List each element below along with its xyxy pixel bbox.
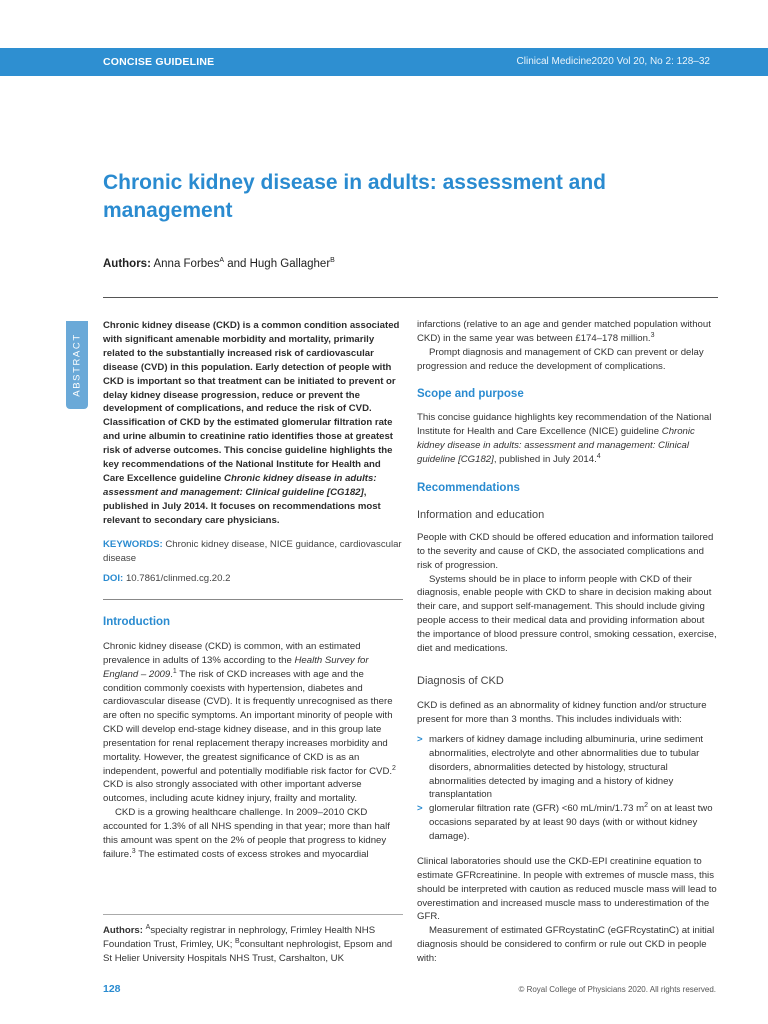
authors-label: Authors: [103, 258, 151, 270]
paragraph: Chronic kidney disease (CKD) is common, with an estimated prevalence in adults of 13% according to the Health Survey for England – 2009.$^1$ The risk of CKD increases with age and the condition commonly coexists with hypertension, diabetes and cardiovascular disease (CVD). It is frequently unrecognised as there are often no specific symptoms. An important minority of people with CKD will develop end-stage kidney disease, and in this group late presentation for renal replacement therapy increases morbidity and mortality. However, the greatest significance of CKD is as an independent, powerful and potentially modifiable risk factor for CVD.$^2$ CKD is also strongly associated with other important adverse outcomes, including acute kidney injury, frailty and mortality. [103, 641, 396, 805]
article-title: Chronic kidney disease in adults: assessment and management [103, 171, 607, 222]
affiliation-mark: B [235, 937, 240, 945]
keywords-label: KEYWORDS: [103, 539, 163, 550]
list-item-text: glomerular filtration rate (GFR) <60 mL/min/1.73 m [429, 803, 645, 815]
abstract-body: Chronic kidney disease (CKD) is a common condition associated with significant amenable morbidity and mortality, primarily related to the substantially increased risk of cardiovascular disease (CVD) in this population. Early detection of people with CKD is important so that treatment can be initiated to prevent or delay kidney disease progression, reduce or prevent the development of complications, and reduce the risk of CVD. Classification of CKD by the estimated glomerular filtration rate and urine albumin to creatinine ratio identifies those at greatest risk of adverse outcomes. This concise guideline highlights the key recommendations of the National Institute for Health and Care Excellence guideline [103, 320, 400, 484]
paragraph: Systems should be in place to inform people with CKD of their diagnosis, enable people with CKD to share in decision making about their care, and support self-management. This should include giving people access to their medical data and providing information about the importance of blood pressure control, smoking cessation, exercise, diet and medications. [417, 573, 717, 654]
recommendations-heading: Recommendations [417, 482, 520, 494]
text-run: CKD is a growing healthcare challenge. In 2009–2010 CKD accounted for 1.3% of all NHS spending in that year; more than half this amount was spent on the 2% of people that progress to kidney failure. [103, 807, 390, 860]
list-item [417, 802, 717, 844]
scope-text [417, 411, 717, 466]
doi-link[interactable]: 10.7861/clinmed.cg.20.2 [125, 573, 231, 584]
paragraph: Measurement of estimated GFRcystatinC (eGFRcystatinC) at initial diagnosis should be considered to confirm or rule out CKD in people with: [417, 925, 715, 964]
chevron-right-icon: > [417, 803, 423, 815]
journal-citation: Clinical Medicine2020 Vol 20, No 2: 128–32 [516, 56, 710, 67]
header-divider [103, 297, 718, 298]
paragraph [417, 411, 717, 466]
doi-label: DOI: [103, 573, 124, 584]
page-number: 128 [103, 983, 121, 995]
doi [103, 573, 230, 584]
author-conjunction: and [227, 258, 247, 270]
paragraph [417, 318, 717, 346]
abstract-divider [103, 599, 403, 600]
reference-mark: 1 [172, 667, 177, 675]
survey-title: Health Survey for England – 2009 [103, 654, 369, 680]
text-run: The risk of CKD increases with age and the condition commonly coexists with hypertension, diabetes and cardiovascular disease (CVD). It is frequently unrecognised as there are often no specific symptoms. An important minority of people with CKD will develop end-stage kidney disease, and in this group late presentation for renal replacement therapy increases morbidity and mortality. However, the greatest significance of CKD is as an independent, powerful and potentially modifiable risk factor for CVD. [103, 668, 393, 777]
copyright-notice: © Royal College of Physicians 2020. All rights reserved. [518, 985, 716, 994]
chevron-right-icon: > [417, 734, 423, 745]
reference-mark: 4 [596, 452, 601, 460]
text-run: The estimated costs of excess strokes and myocardial [135, 848, 369, 860]
affiliation-mark: A [145, 923, 151, 931]
abstract-tab-label: ABSTRACT [71, 333, 83, 397]
keywords-text: Chronic kidney disease, NICE guidance, cardiovascular disease [103, 539, 402, 564]
keywords [103, 538, 403, 566]
list-item-text: on at least two occasions separated by at least 90 days (with or without kidney damage). [429, 803, 713, 842]
continued-text [417, 318, 717, 373]
reference-mark: 3 [650, 331, 655, 339]
abstract-guideline-title: Chronic kidney disease in adults: assessment and management: Clinical guideline [CG182] [103, 472, 377, 498]
text-run: , published in July 2014. [493, 453, 597, 465]
diagnosis-text [417, 699, 717, 727]
section-label: CONCISE GUIDELINE [103, 56, 215, 68]
list-item-text: markers of kidney damage including albuminuria, urine sediment abnormalities, electrolyte and other abnormalities due to tubular disorders, abnormalities detected by histology, structural abnormalities detected by imaging and a history of kidney transplantation [429, 734, 704, 801]
text-run: Chronic kidney disease (CKD) is common, with an estimated prevalence in adults of 13% according to the [103, 641, 361, 666]
paragraph: Clinical laboratories should use the CKD-EPI creatinine equation to estimate GFRcreatinine. In people with extremes of muscle mass, this should be interpreted with caution as reduced muscle mass will lead to overestimation and increased muscle mass to underestimation of the GFR. [417, 856, 717, 923]
text-run: This concise guidance highlights key recommendation of the National Institute for Health and Care Excellence (NICE) guideline [417, 412, 712, 437]
affiliation-b: consultant nephrologist, Epsom and St Helier University Hospitals NHS Trust, Carshalton, UK [103, 938, 393, 964]
paragraph: CKD is defined as an abnormality of kidney function and/or structure present for more than 3 months. This includes individuals with: [417, 700, 707, 725]
paragraph [103, 806, 403, 861]
reference-mark: 2 [392, 764, 396, 772]
author-line [103, 258, 335, 270]
introduction-text [103, 640, 403, 862]
abstract-tab [66, 321, 88, 409]
scope-heading: Scope and purpose [417, 388, 524, 400]
text-run: infarctions (relative to an age and gender matched population without CKD) in the same year was between £174–178 million. [417, 319, 711, 344]
author-affiliations [103, 924, 403, 966]
author-name: Hugh Gallagher [249, 258, 331, 270]
diagnosis-criteria-list [417, 733, 717, 844]
list-item [417, 733, 717, 802]
superscript: 2 [644, 802, 649, 810]
author-affiliation-mark: B [330, 257, 335, 265]
laboratory-text [417, 855, 717, 966]
paragraph: Prompt diagnosis and management of CKD can prevent or delay progression and reduce the development of complications. [417, 346, 704, 372]
abstract-text [103, 319, 403, 528]
affiliations-label: Authors: [103, 925, 143, 936]
journal-header-bar [0, 48, 768, 76]
affiliation-a: specialty registrar in nephrology, Frimley Health NHS Foundation Trust, Frimley, UK; [103, 925, 376, 950]
guideline-title: Chronic kidney disease in adults: assessment and management: Clinical guideline [CG182] [417, 425, 695, 465]
information-heading: Information and education [417, 509, 545, 521]
introduction-heading: Introduction [103, 616, 171, 628]
paragraph: People with CKD should be offered education and information tailored to the severity and cause of CKD, the associated complications and risk of progression. [417, 532, 714, 571]
reference-mark: 3 [131, 847, 136, 855]
information-text [417, 531, 717, 656]
author-name: Anna Forbes [153, 258, 220, 270]
footnote-divider [103, 914, 403, 915]
author-affiliation-mark: A [219, 257, 225, 265]
text-run: CKD is also strongly associated with other important adverse outcomes, including acute kidney injury, frailty and mortality. [103, 779, 362, 805]
abstract-body-end: , published in July 2014. It focuses on recommendations most relevant to secondary care physicians. [103, 486, 381, 526]
diagnosis-heading: Diagnosis of CKD [417, 675, 504, 687]
